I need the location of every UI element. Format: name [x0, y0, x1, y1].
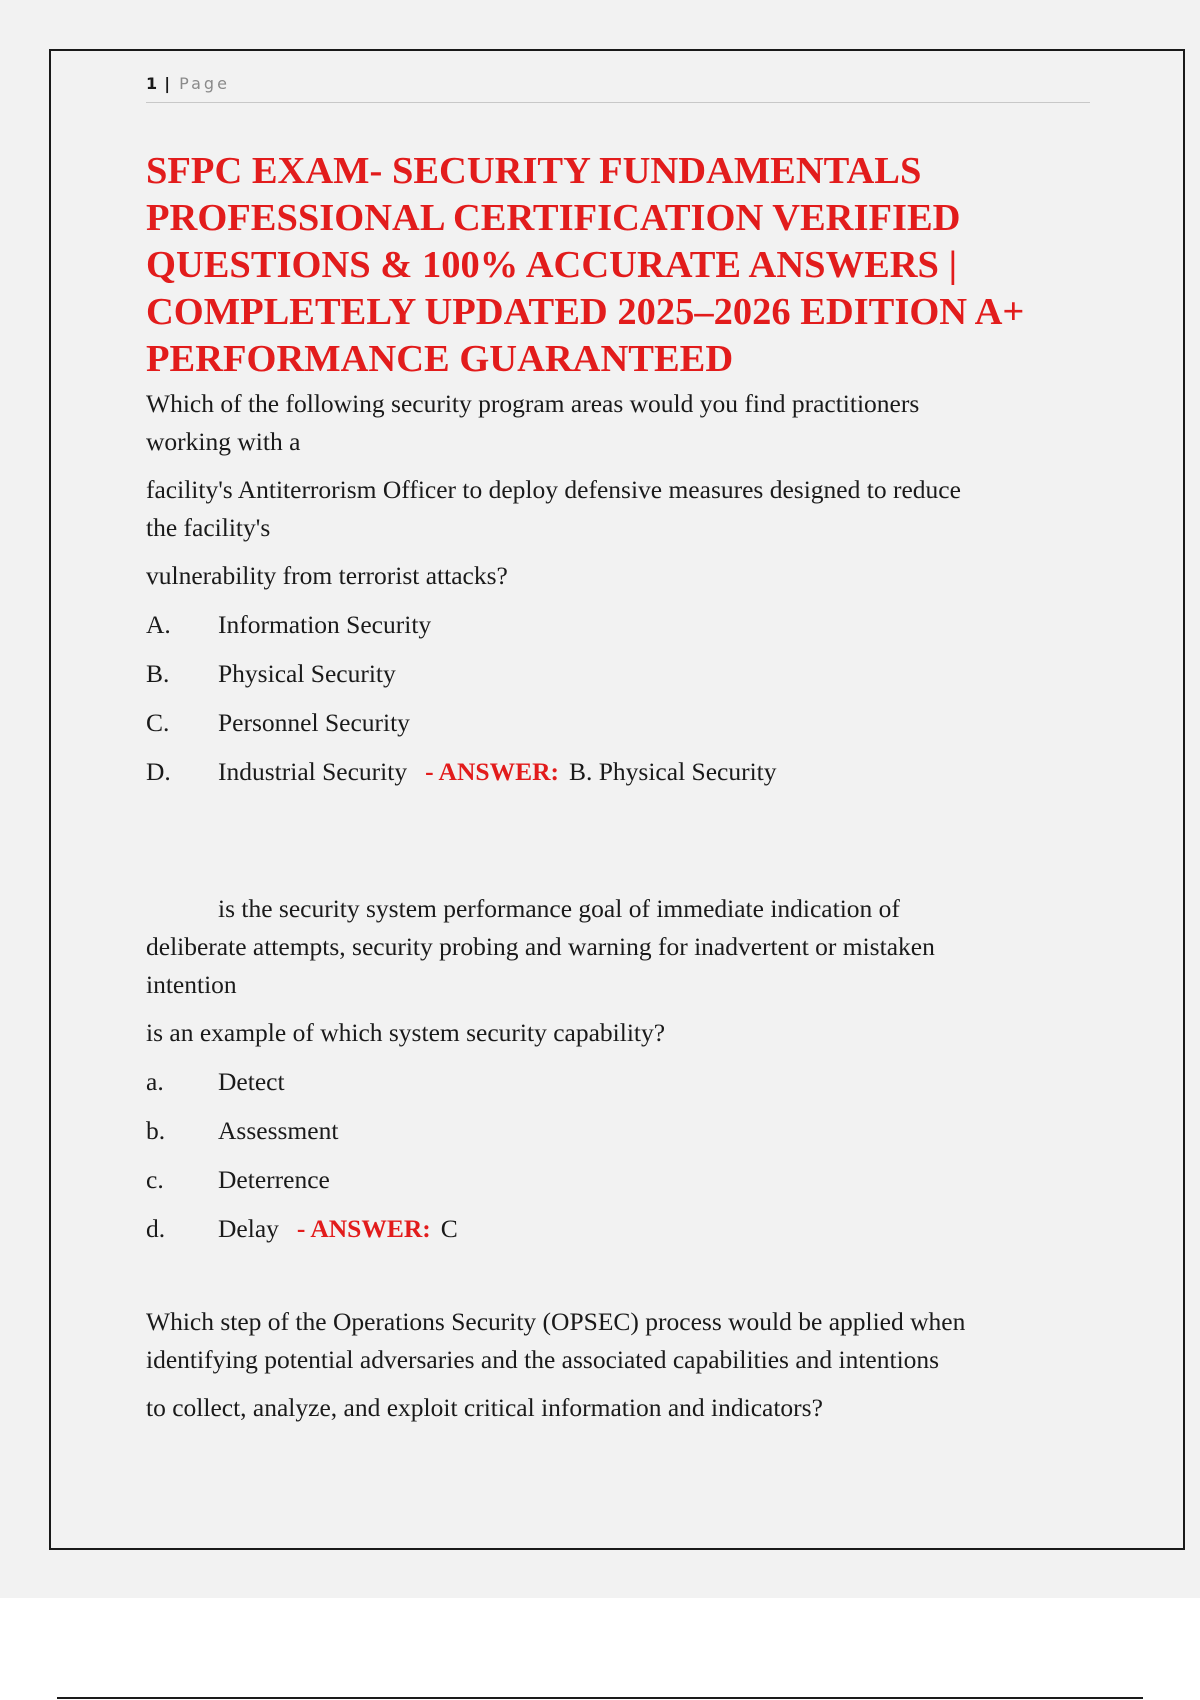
answer-label: - ANSWER:: [425, 757, 559, 786]
page-header: [146, 72, 1090, 103]
title-line: SFPC EXAM- SECURITY FUNDAMENTALS: [146, 150, 922, 192]
page-number: 1: [146, 74, 158, 93]
option-text: Deterrence: [218, 1165, 330, 1194]
option-letter: A.: [146, 610, 171, 639]
next-page-rule: [57, 1697, 1143, 1699]
question-text: Which step of the Operations Security (OPSEC) process would be applied when: [146, 1307, 966, 1336]
document-content: [146, 148, 1090, 1427]
option-text: Assessment: [218, 1116, 339, 1145]
answer-option: [146, 1063, 1090, 1101]
option-text: Physical Security: [218, 659, 396, 688]
title-line: PERFORMANCE GUARANTEED: [146, 338, 734, 380]
question-text: vulnerability from terrorist attacks?: [146, 561, 508, 590]
title-line: COMPLETELY UPDATED 2025–2026 EDITION A+: [146, 291, 1025, 333]
question-1: [146, 385, 1090, 791]
option-letter: d.: [146, 1214, 166, 1243]
option-letter: b.: [146, 1116, 166, 1145]
option-letter: C.: [146, 708, 170, 737]
question-text: is the security system performance goal of immediate indication of: [218, 894, 900, 923]
answer-option: [146, 1161, 1090, 1199]
question-text: identifying potential adversaries and the associated capabilities and intentions: [146, 1345, 940, 1374]
question-text: facility's Antiterrorism Officer to deploy defensive measures designed to reduce: [146, 475, 961, 504]
question-text: deliberate attempts, security probing and warning for inadvertent or mistaken: [146, 932, 935, 961]
answer-value: C: [440, 1214, 458, 1243]
answer-label: - ANSWER:: [296, 1214, 431, 1243]
answer-option: [146, 753, 1090, 791]
option-text: Personnel Security: [218, 708, 410, 737]
option-text: Information Security: [218, 610, 432, 639]
option-letter: D.: [146, 757, 171, 786]
option-letter: c.: [146, 1165, 164, 1194]
option-letter: B.: [146, 659, 170, 688]
page-label: Page: [179, 74, 230, 93]
option-letter: a.: [146, 1067, 164, 1096]
answer-option: [146, 606, 1090, 644]
question-text: Which of the following security program areas would you find practitioners: [146, 389, 920, 418]
answer-option: [146, 1210, 1090, 1248]
question-text: intention: [146, 970, 237, 999]
question-2: [146, 890, 1090, 1248]
document-title: [146, 148, 1090, 383]
title-line: QUESTIONS & 100% ACCURATE ANSWERS |: [146, 244, 958, 286]
title-line: PROFESSIONAL CERTIFICATION VERIFIED: [146, 197, 961, 239]
page-separator: |: [164, 74, 171, 93]
answer-option: [146, 655, 1090, 693]
answer-option: [146, 704, 1090, 742]
option-text: Industrial Security: [218, 757, 408, 786]
question-text: working with a: [146, 427, 301, 456]
answer-option: [146, 1112, 1090, 1150]
question-text: to collect, analyze, and exploit critical information and indicators?: [146, 1393, 823, 1422]
question-text: is an example of which system security capability?: [146, 1018, 666, 1047]
option-text: Delay: [218, 1214, 279, 1243]
option-text: Detect: [218, 1067, 285, 1096]
answer-value: B. Physical Security: [568, 757, 777, 786]
question-text: the facility's: [146, 513, 271, 542]
question-3: [146, 1303, 1090, 1427]
